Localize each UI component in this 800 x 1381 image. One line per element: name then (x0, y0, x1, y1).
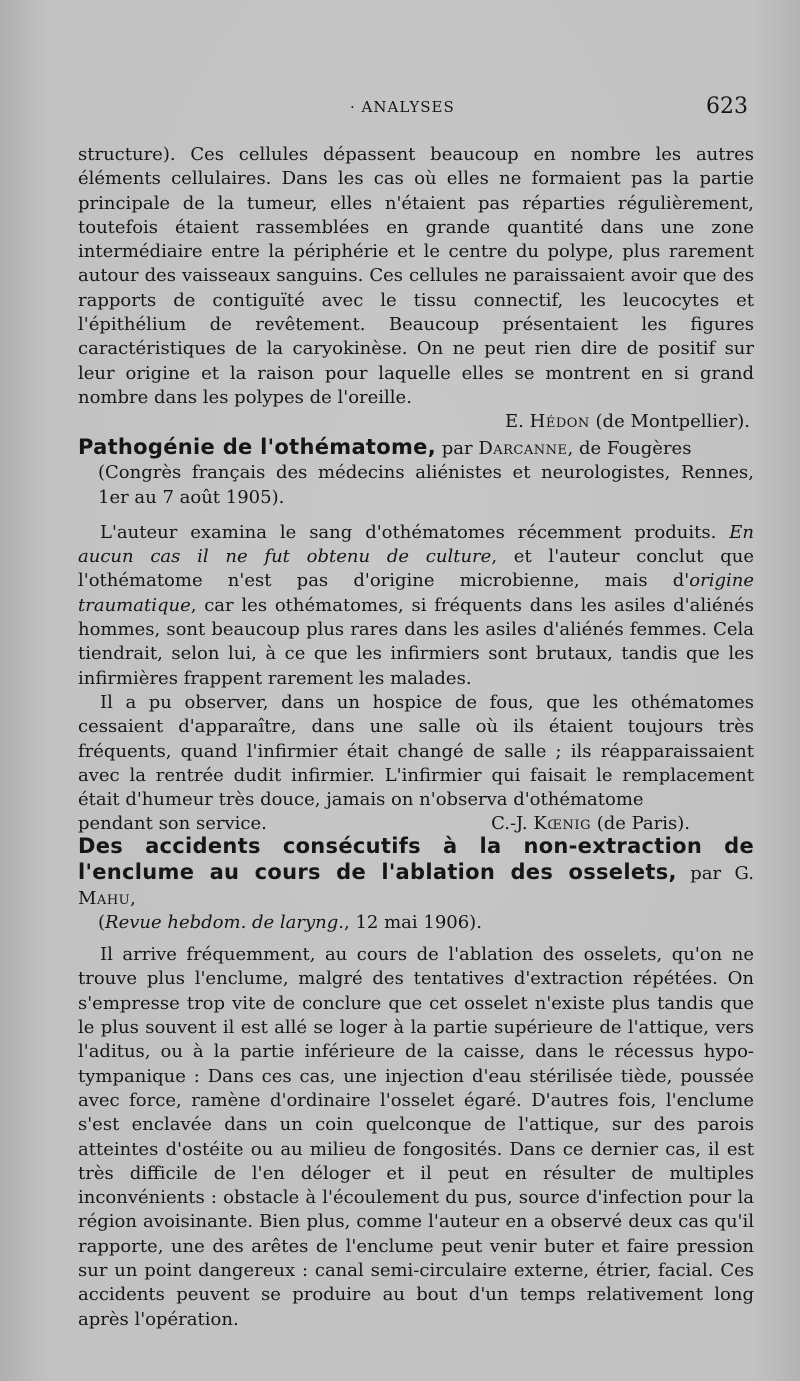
source-date: , 12 mai 1906). (344, 911, 482, 933)
section-osselets (78, 834, 754, 1332)
paragraph-italic: origine traumatique (78, 570, 754, 616)
paragraph-text: , et l'auteur conclut que l'othématome n'est pas d'origine microbienne, mais d' (78, 546, 754, 592)
article-source: (Revue hebdom. de laryng., 12 mai 1906). (98, 911, 482, 933)
paragraph-text: pendant son service. (78, 813, 267, 835)
section-othematome (78, 435, 754, 837)
article-heading: Des accidents consécutifs à la non-extraction de l'enclume au cours de l'ablation des osselets, par G. Mahu, (78, 834, 754, 909)
paragraph: structure). Ces cellules dépassent beaucoup en nombre les autres éléments cellulaires. Dans les cas où elles ne formaient pas la partie principale de la tumeur, elles n'étaient pas réparties régulièrement, toutefois étaient rassemblées en grande quantité dans une zone intermédiaire entre la périphérie et le centre du polype, plus rarement autour des vaisseaux sanguins. Ces cellules ne paraissaient avoir que des rapports de contiguïté avec le tissu connectif, les leucocytes et l'épithélium de revêtement. Beaucoup présentaient les figures caractéristiques de la caryokinèse. On ne peut rien dire de positif sur leur origine et la raison pour laquelle elles se montrent en si grand nombre dans les polypes de l'oreille. (78, 144, 754, 408)
byline-par: par G. (690, 863, 754, 885)
section-polypes (78, 143, 754, 435)
source-journal: Revue hebdom. de laryng. (105, 911, 345, 933)
article-title: Pathogénie de l'othématome, (78, 435, 436, 459)
paragraph (78, 521, 754, 691)
signature-place: (de Paris). (596, 813, 690, 835)
signature (78, 410, 754, 434)
article-heading (78, 435, 754, 461)
paragraph: Il a pu observer, dans un hospice de fous, que les othématomes cessaient d'apparaître, dans une salle où ils étaient toujours très fréquents, quand l'infirmier était changé de salle ; ils réapparaissaient avec la rentrée dudit infirmier. L'infirmier qui faisait le remplacement était d'humeur très douce, jamais on n'observa d'othématome (78, 691, 754, 811)
signature-author: Hédon (529, 411, 590, 433)
article-author: Darcanne (478, 438, 568, 459)
paragraph-italic: En aucun cas il ne fut obtenu de culture (78, 521, 754, 568)
signature-author: Kœnig (533, 813, 591, 835)
paragraph-text: , car les othématomes, si fréquents dans les asiles d'aliénés hommes, sont beaucoup plus rares dans les asiles d'aliénés femmes. Cela tiendrait, selon lui, à ce que les infirmiers sont brutaux, tandis que les infirmières frappent rarement les malades. (78, 594, 754, 689)
running-head: · ANALYSES (350, 98, 455, 116)
signature-initial: C.-J. (491, 813, 528, 835)
signature-initial: E. (505, 411, 524, 433)
byline-par: par (441, 438, 473, 459)
page-number: 623 (706, 94, 748, 119)
article-source: (Congrès français des médecins aliénistes et neurologistes, Rennes, 1er au 7 août 1905). (98, 462, 754, 508)
paragraph: Il arrive fréquemment, au cours de l'ablation des osselets, qu'on ne trouve plus l'enclume, malgré des tentatives d'extraction répétées. On s'empresse trop vite de conclure que cet osselet n'existe plus tandis que le plus souvent il est allé se loger à la partie supérieure de l'attique, vers l'aditus, ou à la partie inférieure de la caisse, dans le récessus hypo-tympanique : Dans ces cas, une injection d'eau stérilisée tiède, poussée avec force, ramène d'ordinaire l'osselet égaré. D'autres fois, l'enclume s'est enclavée dans un coin quelconque de l'attique, sur des parois atteintes d'ostéite ou au milieu de fongosités. Dans ce dernier cas, il est très difficile de l'en déloger et il peut en résulter de multiples inconvénients : obstacle à l'écoulement du pus, source d'infection pour la région avoisinante. Bien plus, comme l'auteur en a observé deux cas qu'il rapporte, une des arêtes de l'enclume peut venir buter et faire pression sur un point dangereux : canal semi-circulaire externe, étrier, facial. Ces accidents peuvent se produire au bout d'un temps relativement long après l'opération. (78, 944, 754, 1330)
article-title: Des accidents consécutifs à la non-extraction de l'enclume au cours de l'ablation des osselets, (78, 834, 754, 885)
signature-place: (de Montpellier). (595, 411, 750, 433)
paragraph-text: L'auteur examina le sang d'othématomes récemment produits. (100, 521, 717, 543)
article-author: Mahu (78, 887, 131, 909)
byline-rest: , de Fougères (567, 438, 692, 459)
